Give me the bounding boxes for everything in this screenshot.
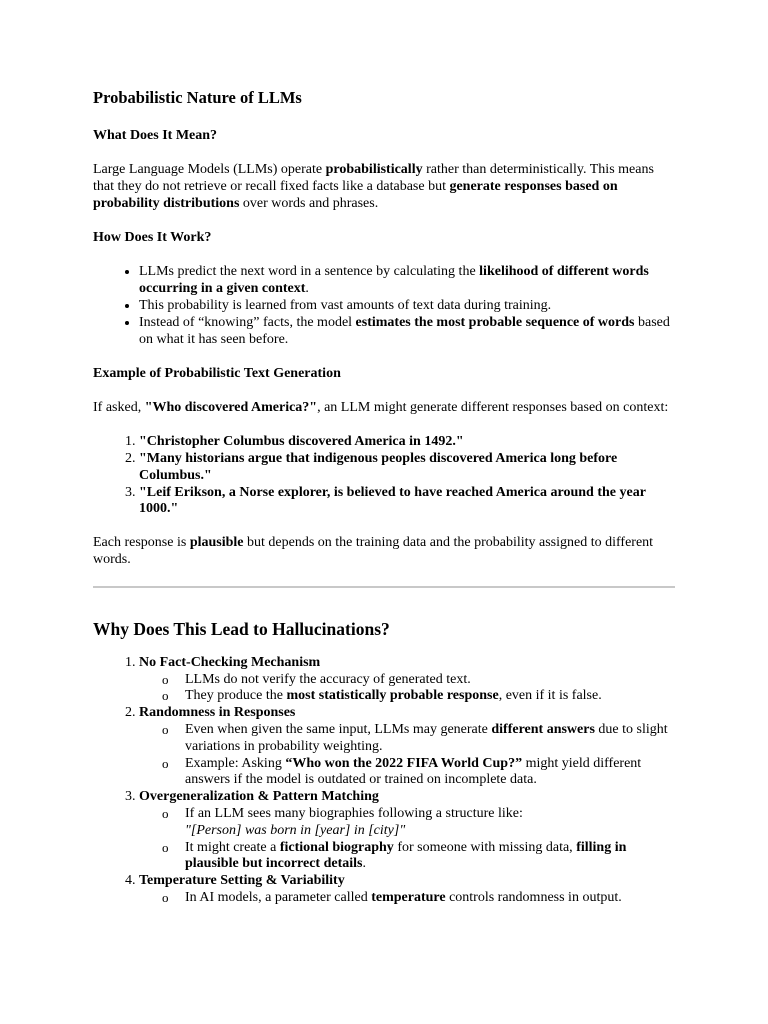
list-item xyxy=(139,451,675,485)
cause-heading: Overgeneralization & Pattern Matching xyxy=(139,789,379,805)
bold-text: "Many historians argue that indigenous peoples discovered America long before Columbus." xyxy=(139,450,618,483)
cause-heading: No Fact-Checking Mechanism xyxy=(139,654,321,670)
bold-text: different answers xyxy=(491,721,595,737)
section-title-hallucinations: Why Does This Lead to Hallucinations? xyxy=(93,618,390,639)
sub-list-item: o Example: Asking “Who won the 2022 FIFA World Cup?” might yield different answers if the model is outdated or trained on incomplete data. xyxy=(185,756,675,790)
heading-what-does-it-mean: What Does It Mean? xyxy=(93,128,218,143)
list-item xyxy=(139,655,675,705)
sub-list xyxy=(139,806,675,873)
sub-list xyxy=(139,890,675,907)
heading-how-does-it-work: How Does It Work? xyxy=(93,230,212,246)
heading-example: Example of Probabilistic Text Generation xyxy=(93,366,341,382)
list-item xyxy=(139,789,675,873)
list-item xyxy=(139,434,675,451)
sub-list-item: o In AI models, a parameter called temperature controls randomness in output. xyxy=(185,890,675,907)
paragraph-definition: Large Language Models (LLMs) operate probabilistically rather than deterministically. This means that they do not retrieve or recall fixed facts like a database but generate responses based on probability distributions over words and phrases. xyxy=(93,162,654,211)
list-item: • LLMs predict the next word in a sentence by calculating the likelihood of different words occurring in a given context. xyxy=(139,264,675,298)
cause-heading: Randomness in Responses xyxy=(139,705,296,721)
bold-text: probabilistically xyxy=(325,162,423,177)
sub-list-item: o Even when given the same input, LLMs may generate different answers due to slight variations in probability weighting. xyxy=(185,722,675,756)
sub-list xyxy=(139,672,675,706)
bold-text: generate responses based on probability distributions xyxy=(93,178,618,211)
section-title-probabilistic: Probabilistic Nature of LLMs xyxy=(93,88,302,107)
hallucination-causes-list xyxy=(93,655,675,907)
bold-text: "Christopher Columbus discovered America in 1492." xyxy=(139,434,464,450)
sub-list-item: o If an LLM sees many biographies following a structure like: "[Person] was born in [year] in [city]" xyxy=(185,806,675,840)
document-body xyxy=(93,87,675,924)
paragraph-plausible: Each response is plausible but depends on the training data and the probability assigned to different words. xyxy=(93,535,654,567)
list-item xyxy=(139,705,675,789)
bold-text: likelihood of different words occurring in a given context xyxy=(139,264,649,297)
bold-text: most statistically probable response xyxy=(286,688,499,704)
list-item xyxy=(139,873,675,907)
how-it-works-list xyxy=(93,264,675,348)
sub-list-item: o LLMs do not verify the accuracy of generated text. xyxy=(185,672,675,689)
sub-list-item: o It might create a fictional biography for someone with missing data, filling in plausible but incorrect details. xyxy=(185,840,675,874)
example-responses-list xyxy=(93,434,675,518)
bold-text: “Who won the 2022 FIFA World Cup?” xyxy=(285,755,523,771)
bold-text: estimates the most probable sequence of words xyxy=(355,314,635,330)
bold-text: temperature xyxy=(371,889,446,905)
bold-text: "Leif Erikson, a Norse explorer, is believed to have reached America around the year 1000." xyxy=(139,484,646,517)
horizontal-divider xyxy=(93,586,675,588)
list-item xyxy=(139,485,675,519)
cause-heading: Temperature Setting & Variability xyxy=(139,873,345,889)
bold-text: filling in plausible but incorrect details xyxy=(185,839,627,872)
italic-text: "[Person] was born in [year] in [city]" xyxy=(185,822,406,838)
bold-text: plausible xyxy=(189,535,244,551)
sub-list xyxy=(139,722,675,789)
list-item: • This probability is learned from vast amounts of text data during training. xyxy=(139,298,675,315)
paragraph-example-intro: If asked, "Who discovered America?", an LLM might generate different responses based on context: xyxy=(93,400,669,416)
bold-text: "Who discovered America?" xyxy=(144,400,318,416)
sub-list-item: o They produce the most statistically probable response, even if it is false. xyxy=(185,688,675,705)
list-item: • Instead of “knowing” facts, the model estimates the most probable sequence of words based on what it has seen before. xyxy=(139,315,675,349)
bold-text: fictional biography xyxy=(279,839,394,855)
